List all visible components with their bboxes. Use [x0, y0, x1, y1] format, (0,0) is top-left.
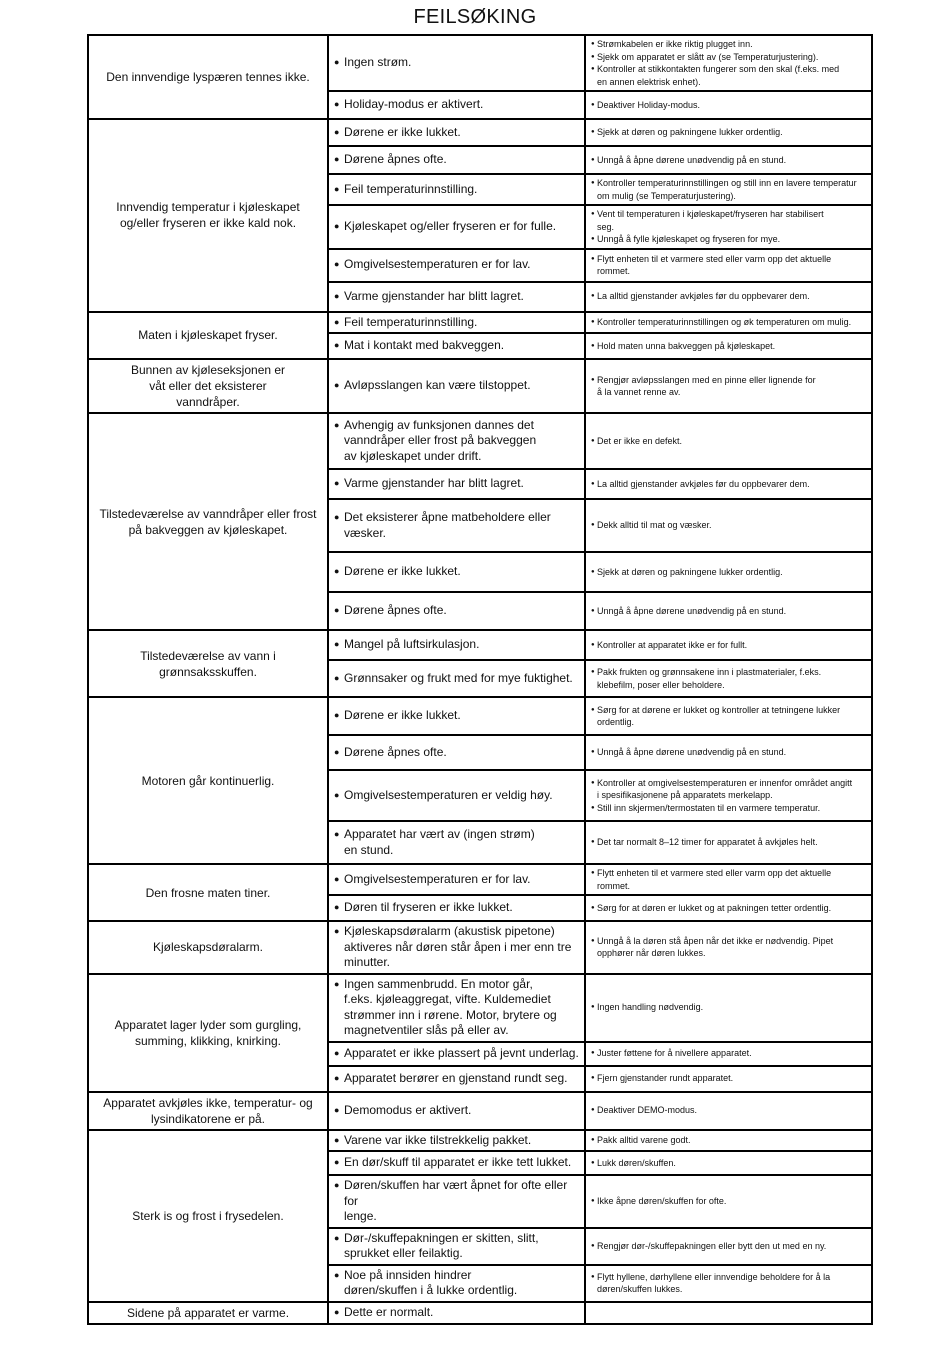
cause-cell [328, 552, 585, 592]
solution-cell [585, 1130, 872, 1152]
cause-item: ● Dette er normalt. [334, 1305, 579, 1321]
solution-cell [585, 552, 872, 592]
cause-item: ● Avløpsslangen kan være tilstoppet. [334, 378, 579, 394]
table-row [88, 312, 872, 334]
solution-item: ● Deaktiver Holiday-modus. [591, 99, 866, 112]
table-row [88, 413, 872, 469]
solution-cell [585, 249, 872, 282]
cause-cell [328, 921, 585, 974]
cause-cell [328, 660, 585, 697]
solution-item: ● Kontroller temperaturinnstillingen og still inn en lavere temperatur om mulig (se Temperaturjustering). [591, 177, 866, 202]
cause-item: ● Mangel på luftsirkulasjon. [334, 637, 579, 653]
solution-item: ● Still inn skjermen/termostaten til en varmere temperatur. [591, 802, 866, 815]
solution-cell [585, 333, 872, 359]
cause-cell [328, 895, 585, 921]
cause-cell [328, 413, 585, 469]
problem-cell: Maten i kjøleskapet fryser. [88, 312, 328, 360]
cause-item: ● Døren/skuffen har vært åpnet for ofte eller for lenge. [334, 1178, 579, 1225]
solution-item: ● Det tar normalt 8–12 timer for apparatet å avkjøles helt. [591, 836, 866, 849]
cause-cell [328, 1042, 585, 1066]
cause-cell [328, 592, 585, 630]
solution-item: ● Juster føttene for å nivellere apparatet. [591, 1047, 866, 1060]
problem-cell: Den innvendige lyspæren tennes ikke. [88, 35, 328, 119]
problem-cell: Sidene på apparatet er varme. [88, 1302, 328, 1324]
cause-cell [328, 469, 585, 499]
cause-item: ● Det eksisterer åpne matbeholdere eller væsker. [334, 510, 579, 541]
solution-cell [585, 1066, 872, 1092]
cause-item: ● Apparatet berører en gjenstand rundt seg. [334, 1071, 579, 1087]
solution-cell [585, 1092, 872, 1130]
solution-cell [585, 282, 872, 312]
cause-cell [328, 1130, 585, 1152]
solution-item: ● Deaktiver DEMO-modus. [591, 1104, 866, 1117]
problem-cell: Innvendig temperatur i kjøleskapet og/eller fryseren er ikke kald nok. [88, 119, 328, 312]
solution-item: ● La alltid gjenstander avkjøles før du oppbevarer dem. [591, 290, 866, 303]
table-row [88, 921, 872, 974]
solution-item: ● Sjekk at døren og pakningene lukker ordentlig. [591, 126, 866, 139]
solution-cell [585, 921, 872, 974]
solution-cell [585, 499, 872, 552]
cause-item: ● Apparatet har vært av (ingen strøm) en stund. [334, 827, 579, 858]
solution-item: ● Kontroller temperaturinnstillingen og øk temperaturen om mulig. [591, 316, 866, 329]
cause-item: ● Varme gjenstander har blitt lagret. [334, 476, 579, 492]
cause-cell [328, 630, 585, 660]
solution-item: ● Ingen handling nødvendig. [591, 1001, 866, 1014]
solution-item: ● Unngå å la døren stå åpen når det ikke er nødvendig. Pipet opphører når døren lukkes. [591, 935, 866, 960]
cause-cell [328, 1066, 585, 1092]
cause-cell [328, 1175, 585, 1228]
solution-item: ● Kontroller at apparatet ikke er for fullt. [591, 639, 866, 652]
solution-item: ● Rengjør dør-/skuffepakningen eller bytt den ut med en ny. [591, 1240, 866, 1253]
cause-item: ● Grønnsaker og frukt med for mye fuktighet. [334, 671, 579, 687]
cause-cell [328, 146, 585, 174]
table-row [88, 864, 872, 895]
solution-item: ● Unngå å fylle kjøleskapet og fryseren for mye. [591, 233, 866, 246]
cause-cell [328, 359, 585, 413]
cause-cell [328, 119, 585, 146]
solution-cell [585, 205, 872, 249]
cause-cell [328, 91, 585, 119]
table-row [88, 697, 872, 735]
problem-cell: Bunnen av kjøleseksjonen er våt eller det eksisterer vanndråper. [88, 359, 328, 413]
cause-cell [328, 205, 585, 249]
cause-item: ● Omgivelsestemperaturen er veldig høy. [334, 788, 579, 804]
cause-cell [328, 1228, 585, 1265]
solution-item: ● Ikke åpne døren/skuffen for ofte. [591, 1195, 866, 1208]
cause-item: ● Dørene åpnes ofte. [334, 745, 579, 761]
cause-item: ● Noe på innsiden hindrer døren/skuffen i å lukke ordentlig. [334, 1268, 579, 1299]
cause-item: ● Omgivelsestemperaturen er for lav. [334, 257, 579, 273]
solution-cell [585, 864, 872, 895]
solution-cell [585, 1175, 872, 1228]
cause-cell [328, 1092, 585, 1130]
solution-cell [585, 735, 872, 770]
cause-cell [328, 333, 585, 359]
cause-item: ● Avhengig av funksjonen dannes det vanndråper eller frost på bakveggen av kjøleskapet under drift. [334, 418, 579, 465]
solution-item: ● Hold maten unna bakveggen på kjøleskapet. [591, 340, 866, 353]
solution-cell [585, 1228, 872, 1265]
solution-cell [585, 974, 872, 1042]
solution-cell [585, 1151, 872, 1175]
solution-item: ● Vent til temperaturen i kjøleskapet/fryseren har stabilisert seg. [591, 208, 866, 233]
solution-cell [585, 174, 872, 205]
cause-cell [328, 735, 585, 770]
solution-item: ● Flytt enheten til et varmere sted eller varm opp det aktuelle rommet. [591, 253, 866, 278]
cause-item: ● Dørene åpnes ofte. [334, 603, 579, 619]
cause-cell [328, 249, 585, 282]
solution-cell [585, 770, 872, 821]
cause-cell [328, 282, 585, 312]
table-row [88, 35, 872, 91]
table-row [88, 1302, 872, 1324]
solution-item: ● Pakk frukten og grønnsakene inn i plastmaterialer, f.eks. klebefilm, poser eller beholdere. [591, 666, 866, 691]
table-row [88, 359, 872, 413]
solution-item: ● Det er ikke en defekt. [591, 435, 866, 448]
solution-item: ● Flytt hyllene, dørhyllene eller innvendige beholdere for å la døren/skuffen lukkes. [591, 1271, 866, 1296]
solution-cell [585, 1265, 872, 1302]
solution-item: ● Rengjør avløpsslangen med en pinne eller lignende for å la vannet renne av. [591, 374, 866, 399]
cause-item: ● Døren til fryseren er ikke lukket. [334, 900, 579, 916]
cause-item: ● Dørene er ikke lukket. [334, 708, 579, 724]
solution-cell [585, 592, 872, 630]
cause-cell [328, 174, 585, 205]
solution-cell [585, 630, 872, 660]
solution-item: ● Fjern gjenstander rundt apparatet. [591, 1072, 866, 1085]
table-row [88, 1130, 872, 1152]
solution-cell [585, 1302, 872, 1324]
solution-cell [585, 895, 872, 921]
problem-cell: Den frosne maten tiner. [88, 864, 328, 921]
cause-cell [328, 770, 585, 821]
solution-cell [585, 91, 872, 119]
cause-item: ● Holiday-modus er aktivert. [334, 97, 579, 113]
table-row [88, 119, 872, 146]
solution-item: ● Sjekk at døren og pakningene lukker ordentlig. [591, 566, 866, 579]
problem-cell: Apparatet lager lyder som gurgling, summing, klikking, knirking. [88, 974, 328, 1092]
solution-item: ● Sjekk om apparatet er slått av (se Temperaturjustering). [591, 51, 866, 64]
solution-item: ● Unngå å åpne dørene unødvendig på en stund. [591, 746, 866, 759]
solution-cell [585, 312, 872, 334]
solution-cell [585, 35, 872, 91]
cause-cell [328, 1302, 585, 1324]
solution-item: ● Dekk alltid til mat og væsker. [591, 519, 866, 532]
problem-cell: Sterk is og frost i frysedelen. [88, 1130, 328, 1302]
solution-item: ● Sørg for at døren er lukket og at pakningen tetter ordentlig. [591, 902, 866, 915]
cause-item: ● Dørene er ikke lukket. [334, 125, 579, 141]
cause-item: ● Varme gjenstander har blitt lagret. [334, 289, 579, 305]
solution-cell [585, 469, 872, 499]
problem-cell: Apparatet avkjøles ikke, temperatur- og lysindikatorene er på. [88, 1092, 328, 1130]
cause-cell [328, 864, 585, 895]
solution-cell [585, 413, 872, 469]
cause-cell [328, 35, 585, 91]
solution-cell [585, 697, 872, 735]
cause-cell [328, 1265, 585, 1302]
cause-item: ● Varene var ikke tilstrekkelig pakket. [334, 1133, 579, 1149]
cause-cell [328, 697, 585, 735]
cause-item: ● En dør/skuff til apparatet er ikke tett lukket. [334, 1155, 579, 1171]
solution-item: ● Kontroller at omgivelsestemperaturen er innenfor området angitt i spesifikasjonene på apparatets merkelapp. [591, 777, 866, 802]
troubleshooting-table-body [88, 35, 872, 1324]
cause-item: ● Apparatet er ikke plassert på jevnt underlag. [334, 1046, 579, 1062]
cause-item: ● Kjøleskapsdøralarm (akustisk pipetone) aktiveres når døren står åpen i mer enn tre minutter. [334, 924, 579, 971]
solution-item: ● Sørg for at dørene er lukket og kontroller at tetningene lukker ordentlig. [591, 704, 866, 729]
cause-cell [328, 974, 585, 1042]
cause-item: ● Demomodus er aktivert. [334, 1103, 579, 1119]
cause-item: ● Omgivelsestemperaturen er for lav. [334, 872, 579, 888]
solution-cell [585, 1042, 872, 1066]
solution-cell [585, 660, 872, 697]
problem-cell: Tilstedeværelse av vann i grønnsaksskuffen. [88, 630, 328, 697]
problem-cell: Tilstedeværelse av vanndråper eller frost på bakveggen av kjøleskapet. [88, 413, 328, 630]
table-row [88, 630, 872, 660]
solution-cell [585, 119, 872, 146]
troubleshooting-table [87, 34, 873, 1325]
cause-item: ● Dørene er ikke lukket. [334, 564, 579, 580]
solution-cell [585, 146, 872, 174]
cause-item: ● Mat i kontakt med bakveggen. [334, 338, 579, 354]
cause-cell [328, 499, 585, 552]
table-row [88, 974, 872, 1042]
problem-cell: Kjøleskapsdøralarm. [88, 921, 328, 974]
solution-item: ● Lukk døren/skuffen. [591, 1157, 866, 1170]
cause-item: ● Ingen sammenbrudd. En motor går, f.eks. kjøleaggregat, vifte. Kuldemediet strømmer inn i rørene. Motor, brytere og magnetventiler slås på eller av. [334, 977, 579, 1039]
solution-item: ● Unngå å åpne dørene unødvendig på en stund. [591, 154, 866, 167]
solution-item: ● Flytt enheten til et varmere sted eller varm opp det aktuelle rommet. [591, 867, 866, 892]
cause-cell [328, 312, 585, 334]
cause-item: ● Feil temperaturinnstilling. [334, 315, 579, 331]
cause-cell [328, 1151, 585, 1175]
solution-item: ● Strømkabelen er ikke riktig plugget inn. [591, 38, 866, 51]
cause-item: ● Kjøleskapet og/eller fryseren er for fulle. [334, 219, 579, 235]
problem-cell: Motoren går kontinuerlig. [88, 697, 328, 864]
page-title: FEILSØKING [413, 6, 537, 28]
solution-item: ● Pakk alltid varene godt. [591, 1134, 866, 1147]
solution-item: ● Kontroller at stikkontakten fungerer som den skal (f.eks. med en annen elektrisk enhet). [591, 63, 866, 88]
cause-cell [328, 821, 585, 864]
solution-cell [585, 359, 872, 413]
solution-item: ● Unngå å åpne dørene unødvendig på en stund. [591, 605, 866, 618]
solution-item: ● La alltid gjenstander avkjøles før du oppbevarer dem. [591, 478, 866, 491]
cause-item: ● Feil temperaturinnstilling. [334, 182, 579, 198]
cause-item: ● Dørene åpnes ofte. [334, 152, 579, 168]
table-row [88, 1092, 872, 1130]
cause-item: ● Dør-/skuffepakningen er skitten, slitt, sprukket eller feilaktig. [334, 1231, 579, 1262]
solution-cell [585, 821, 872, 864]
cause-item: ● Ingen strøm. [334, 55, 579, 71]
